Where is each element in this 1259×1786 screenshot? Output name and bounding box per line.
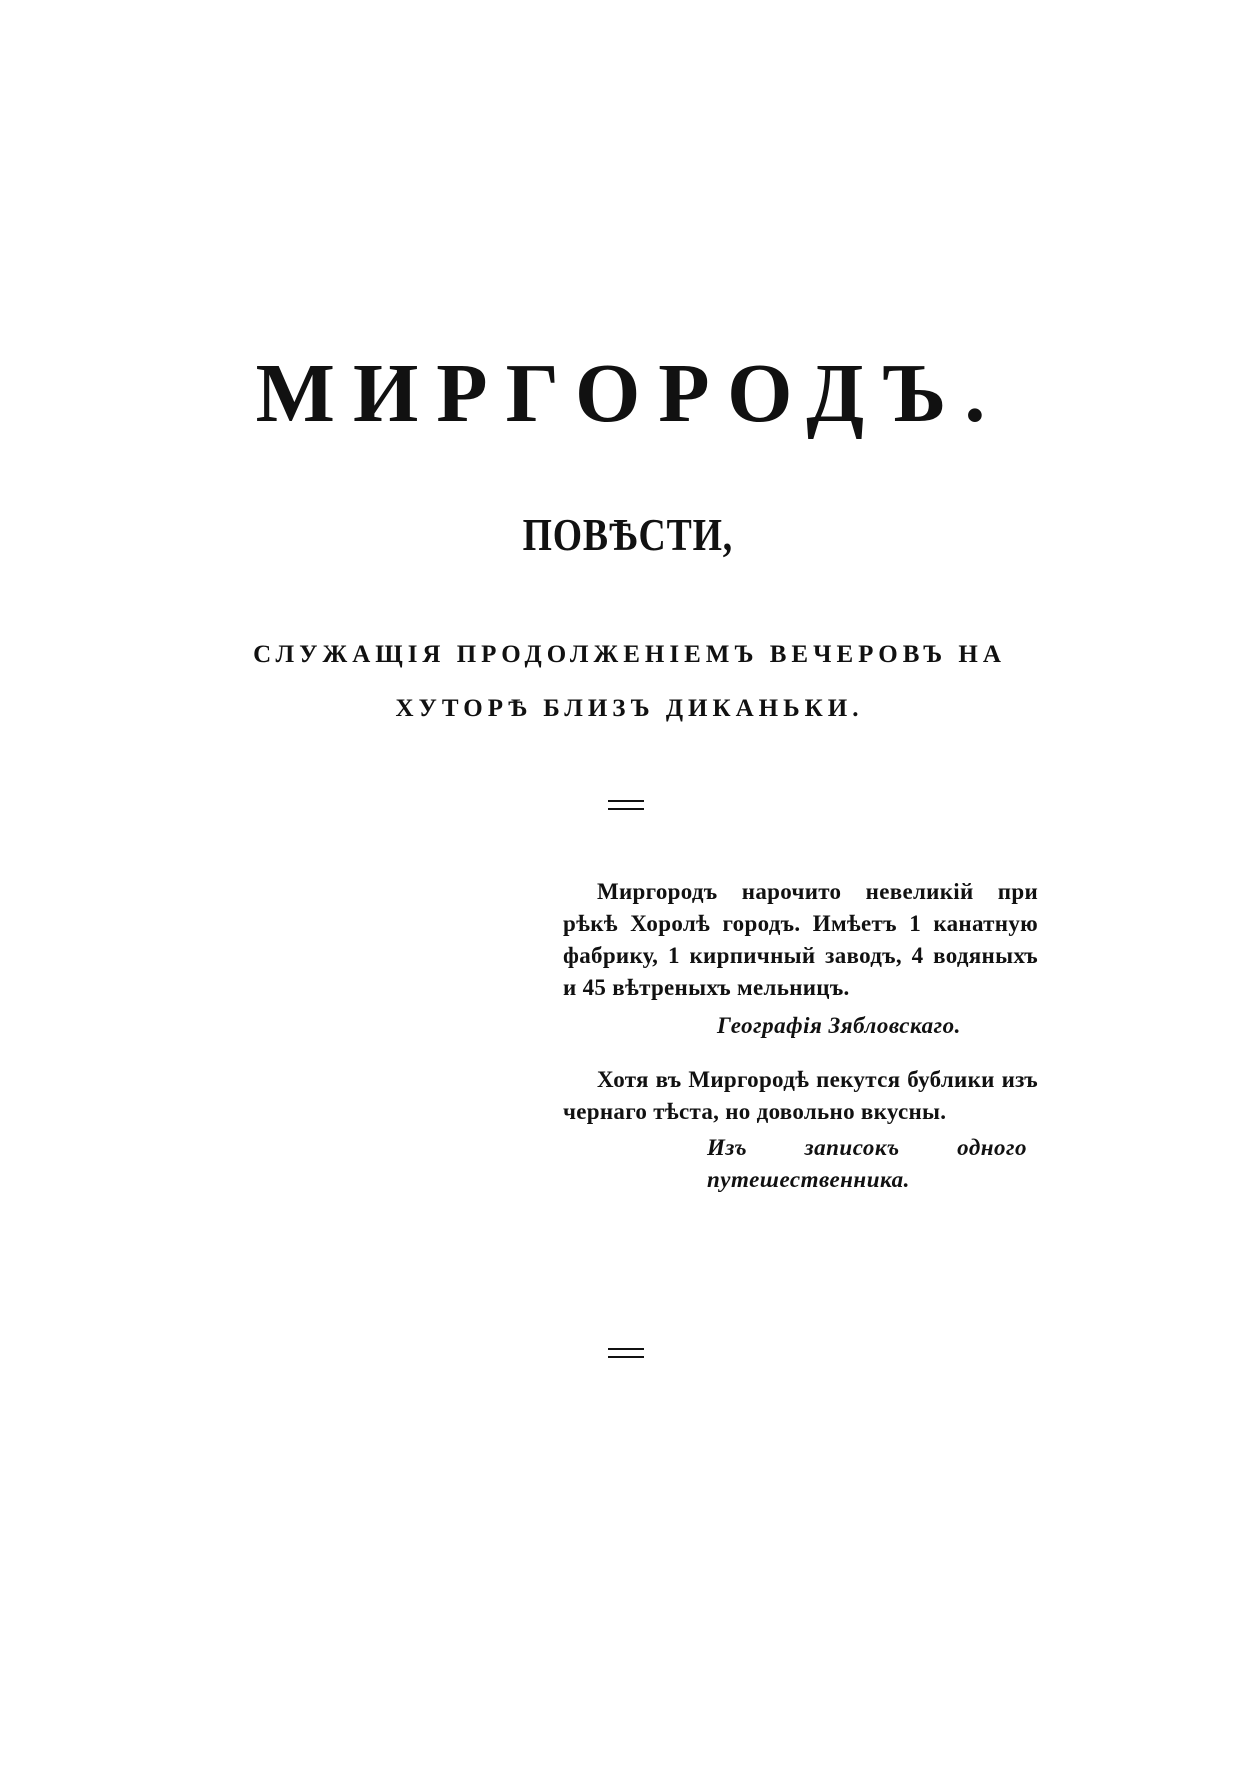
book-subtitle: ПОВѢСТИ, bbox=[522, 509, 733, 560]
double-rule-divider bbox=[608, 1348, 644, 1358]
series-line-2: ХУТОРѢ БЛИЗЪ ДИКАНЬКИ. bbox=[395, 695, 864, 722]
epigraph-source-2: Изъ записокъ одного путешественника. bbox=[707, 1135, 1027, 1192]
epigraphs-block bbox=[563, 876, 1038, 1196]
epigraph-text-2: Хотя въ Миргородѣ пекутся бублики изъ чернаго тѣста, но довольно вкусны. bbox=[563, 1067, 1038, 1124]
epigraph-text-1: Миргородъ нарочито невеликій при рѣкѣ Хоролѣ городъ. Имѣетъ 1 канатную фабрику, 1 кирпичный заводъ, 4 водяныхъ и 45 вѣтреныхъ мельницъ. bbox=[563, 879, 1038, 1000]
epigraph-source-1: Географія Зябловскаго. bbox=[717, 1013, 961, 1038]
double-rule-divider bbox=[608, 800, 644, 810]
book-title: МИРГОРОДЪ. bbox=[255, 347, 1004, 440]
series-line-1: СЛУЖАЩІЯ ПРОДОЛЖЕНІЕМЪ ВЕЧЕРОВЪ НА bbox=[253, 641, 1006, 668]
